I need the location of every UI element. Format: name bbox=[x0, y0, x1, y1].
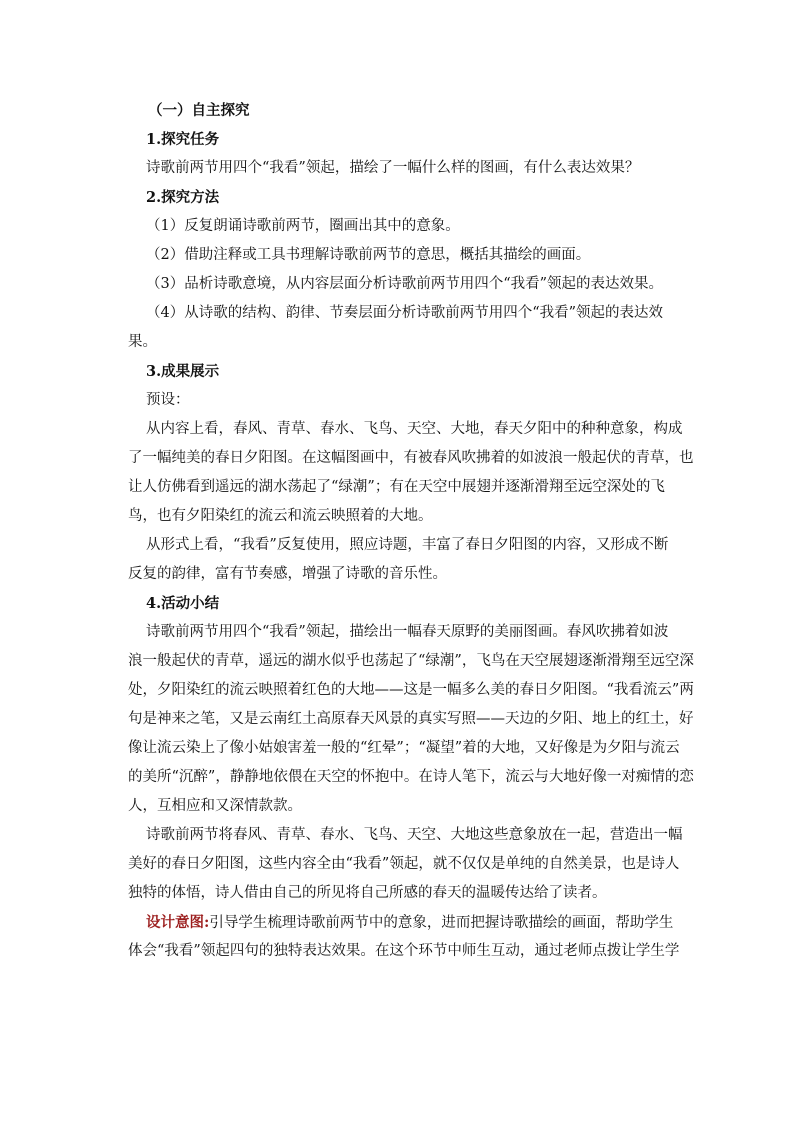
summary-paragraph-2 bbox=[128, 821, 683, 908]
paragraph-line: 反复的韵律，富有节奏感，增强了诗歌的音乐性。 bbox=[128, 566, 447, 582]
design-intent bbox=[128, 908, 680, 966]
paragraph-line: 从内容上看，春风、青草、春水、飞鸟、天空、大地，春天夕阳中的种种意象，构成 bbox=[146, 421, 683, 437]
paragraph-line: 了一幅纯美的春日夕阳图。在这幅图画中，有被春风吹拂着的如波浪一般起伏的青草，也 bbox=[128, 450, 694, 466]
paragraph-line: 人，互相应和又深情款款。 bbox=[128, 798, 302, 814]
method-item: （4）从诗歌的结构、韵律、节奏层面分析诗歌前两节用四个“我看”领起的表达效 bbox=[146, 305, 664, 321]
method-heading: 2.探究方法 bbox=[146, 189, 220, 206]
result-paragraph-2 bbox=[128, 531, 669, 589]
task-text: 诗歌前两节用四个“我看”领起，描绘了一幅什么样的图画，有什么表达效果？ bbox=[146, 160, 640, 176]
design-intent-line bbox=[146, 908, 674, 937]
document-body bbox=[128, 96, 694, 966]
paragraph-line: 像让流云染上了像小姑娘害羞一般的“红晕”；“凝望”着的大地，又好像是为夕阳与流云 bbox=[128, 740, 680, 756]
paragraph-line: 句是神来之笔，又是云南红土高原春天风景的真实写照——天边的夕阳、地上的红土，好 bbox=[128, 711, 694, 727]
paragraph-line: 的美所“沉醉”，静静地依偎在天空的怀抱中。在诗人笔下，流云与大地好像一对痴情的恋 bbox=[128, 769, 694, 785]
method-item: （2）借助注释或工具书理解诗歌前两节的意思，概括其描绘的画面。 bbox=[146, 247, 591, 263]
task-heading: 1.探究任务 bbox=[146, 131, 220, 148]
preset-label: 预设： bbox=[146, 392, 190, 408]
paragraph-line: 浪一般起伏的青草，遥远的湖水似乎也荡起了“绿潮”，飞鸟在天空展翅逐渐滑翔至远空深 bbox=[128, 653, 694, 669]
paragraph-line: 诗歌前两节用四个“我看”领起，描绘出一幅春天原野的美丽图画。春风吹拂着如波 bbox=[146, 624, 669, 640]
design-intent-text: 引导学生梳理诗歌前两节中的意象，进而把握诗歌描绘的画面，帮助学生 bbox=[209, 915, 674, 931]
method-item: （3）品析诗歌意境，从内容层面分析诗歌前两节用四个“我看”领起的表达效果。 bbox=[146, 276, 664, 292]
paragraph-line: 独特的体悟，诗人借由自己的所见将自己所感的春天的温暖传达给了读者。 bbox=[128, 885, 607, 901]
paragraph-line: 美好的春日夕阳图，这些内容全由“我看”领起，就不仅仅是单纯的自然美景，也是诗人 bbox=[128, 856, 680, 872]
design-intent-line: 体会“我看”领起四句的独特表达效果。在这个环节中师生互动，通过老师点拨让学生学 bbox=[128, 943, 680, 959]
summary-heading: 4.活动小结 bbox=[146, 595, 220, 612]
section-title: （一）自主探究 bbox=[148, 102, 250, 119]
paragraph-line: 从形式上看，“我看”反复使用，照应诗题，丰富了春日夕阳图的内容，又形成不断 bbox=[146, 537, 669, 553]
paragraph-line: 处，夕阳染红的流云映照着红色的大地——这是一幅多么美的春日夕阳图。“我看流云”两 bbox=[128, 682, 694, 698]
paragraph-line: 让人仿佛看到遥远的湖水荡起了“绿潮”；有在天空中展翅并逐渐滑翔至远空深处的飞 bbox=[128, 479, 665, 495]
method-item: （1）反复朗诵诗歌前两节，圈画出其中的意象。 bbox=[146, 218, 460, 234]
method-item-continuation: 果。 bbox=[128, 334, 157, 350]
result-paragraph-1 bbox=[128, 415, 694, 531]
paragraph-line: 鸟，也有夕阳染红的流云和流云映照着的大地。 bbox=[128, 508, 433, 524]
paragraph-line: 诗歌前两节将春风、青草、春水、飞鸟、天空、大地这些意象放在一起，营造出一幅 bbox=[146, 827, 683, 843]
result-heading: 3.成果展示 bbox=[146, 363, 220, 380]
design-intent-label: 设计意图: bbox=[146, 914, 210, 931]
summary-paragraph-1 bbox=[128, 618, 694, 821]
